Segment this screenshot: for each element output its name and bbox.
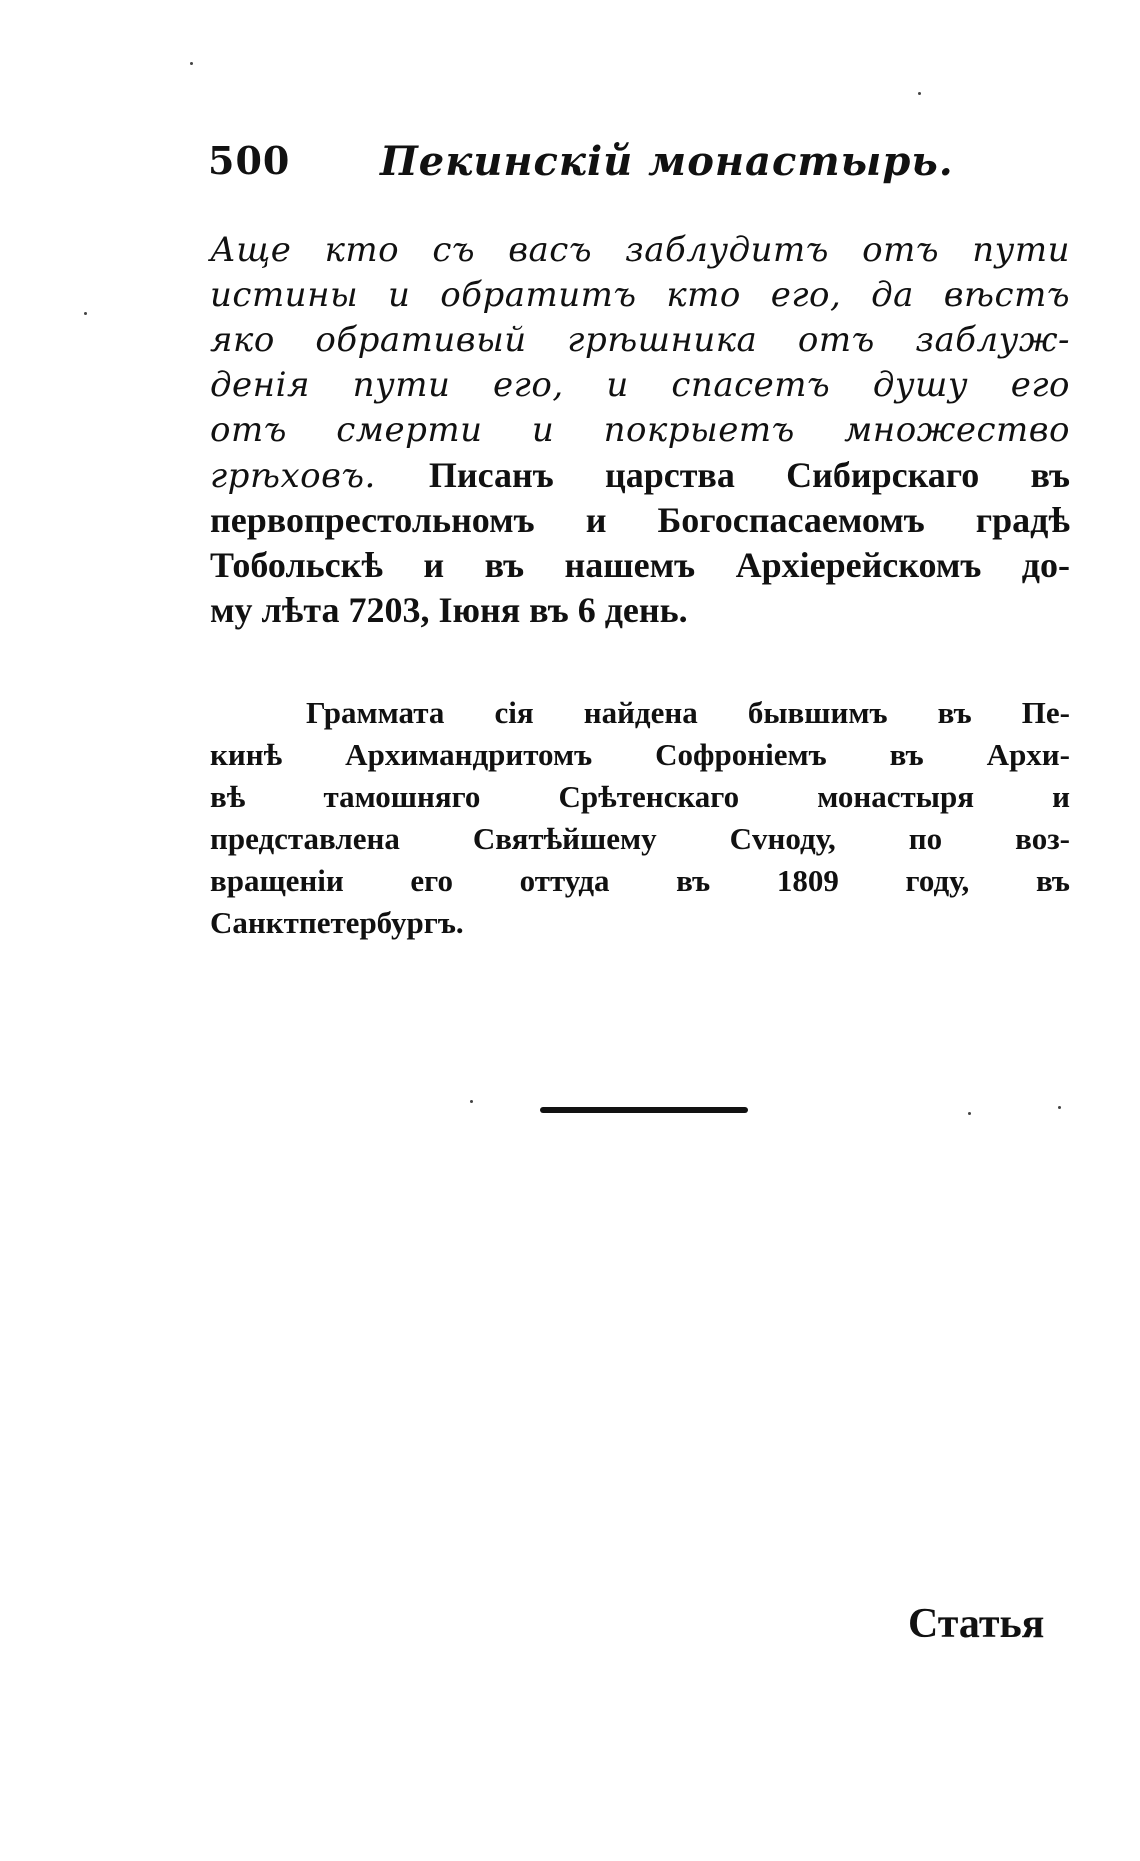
print-speck [190, 62, 193, 65]
note-line: кинѣ Архимандритомъ Софроніемъ въ Архи- [210, 737, 1070, 772]
italic-fragment: грѣховъ. [210, 456, 376, 496]
text-line: первопрестольномъ и Богоспасаемомъ градѣ [210, 500, 1070, 540]
text-line: Тобольскѣ и въ нашемъ Архіерейскомъ до- [210, 545, 1070, 585]
catchword: Статья [908, 1601, 1045, 1647]
running-title: Пекинскій монастырь. [380, 138, 954, 185]
note-line: Санктпетербургъ. [210, 905, 464, 940]
text-line: истины и обратитъ кто его, да вѣстъ [210, 275, 1070, 315]
note-line: представлена Святѣйшему Сvноду, по воз- [210, 821, 1070, 856]
note-line: Граммата сія найдена бывшимъ въ Пе- [306, 695, 1070, 730]
text-line: отъ смерти и покрыетъ множество [210, 410, 1070, 450]
print-speck [1058, 1106, 1061, 1109]
print-speck [918, 92, 921, 95]
page-number: 500 [208, 138, 291, 183]
text-line: Аще кто съ васъ заблудитъ отъ пути [210, 230, 1070, 270]
text-line: му лѣта 7203, Іюня въ 6 день. [210, 590, 688, 630]
text-line: яко обративый грѣшника отъ заблуж- [210, 320, 1070, 360]
print-speck [470, 1100, 473, 1103]
section-rule [540, 1107, 748, 1113]
note-line: вѣ тамошняго Срѣтенскаго монастыря и [210, 779, 1070, 814]
note-paragraph [210, 692, 1070, 944]
text-line-mixed [210, 453, 1070, 498]
note-line: вращеніи его оттуда въ 1809 году, въ [210, 863, 1070, 898]
roman-fragment: Писанъ царства Сибирскаго въ [428, 455, 1070, 495]
print-speck [84, 312, 87, 315]
print-speck [968, 1112, 971, 1115]
main-paragraph [210, 228, 1070, 633]
running-head [208, 138, 1068, 188]
text-line: денія пути его, и спасетъ душу его [210, 365, 1070, 405]
